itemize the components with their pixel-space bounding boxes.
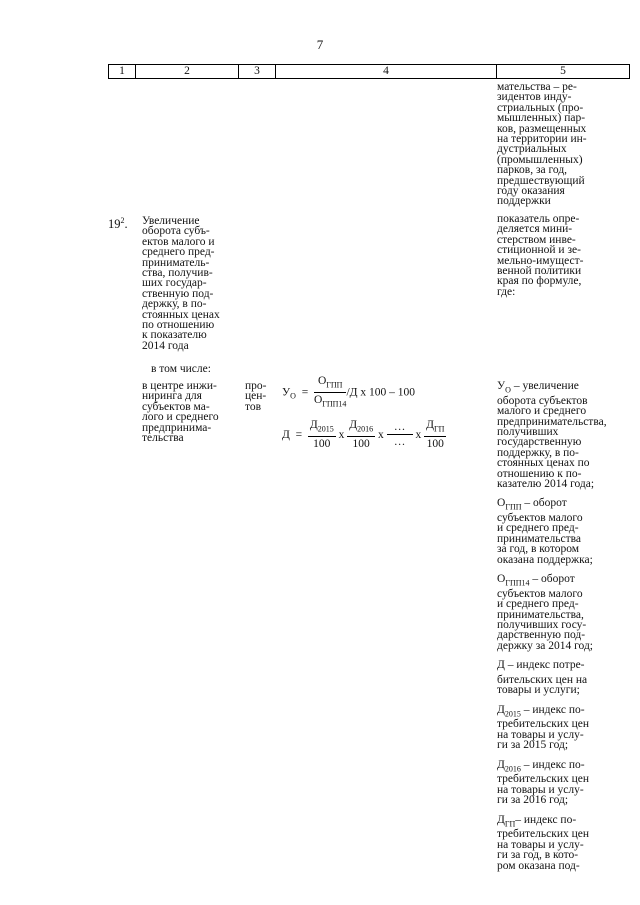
definition-item: Д – индекс потре- бительских цен на товары и услуги; <box>497 659 588 697</box>
fraction-ellipsis: $\frac{\dots}{\dots}$ <box>387 421 413 449</box>
calculation-method: показатель опре- деляется мини- стерством инве- стиционной и зе- мельно-имущест- венной политики края по формуле, где: <box>497 213 584 298</box>
definition-item: $У_О$ – увеличение оборота субъектов малого и среднего предпринимательства, получивших государственную поддержку, в по- стоянных ценах по отношению к по- казателю 2014 года; <box>497 380 607 490</box>
including-label: в том числе: <box>151 363 211 375</box>
header-col-4: 4 <box>276 65 497 79</box>
formula-growth: $У_О$ = $\frac{О_{ГПП}}{О_{ГПП14}}$ /Д х 100 – 100 <box>282 375 415 409</box>
formula-price-index: Д = $\frac{Д_{2015}}{100}$ х $\frac{Д_{2016}}{100}$ х $\frac{\dots}{\dots}$ х $\frac{Д_{ГП}}{100}$ <box>282 419 445 451</box>
definition-item: $О_{ГПП14}$ – оборот субъектов малого и среднего пред- принимательства, получивших госу- дарственную под- держку за 2014 год; <box>497 573 593 652</box>
definition-item: $Д_{2016}$ – индекс по- требительских цен на товары и услу- ги за 2016 год; <box>497 758 590 807</box>
header-col-3: 3 <box>239 65 276 79</box>
header-col-2: 2 <box>136 65 239 79</box>
indicator-name: Увеличение оборота субъ- ектов малого и среднего пред- приниматель- ства, получив- ших государ- ственную под- держку, в по- стоянных ценах по отношению к показателю 2014 года <box>142 215 220 352</box>
fraction-2016: $\frac{Д_{2016}}{100}$ <box>349 419 374 451</box>
header-table <box>108 64 630 79</box>
definition-item: $Д_{2015}$ – индекс по- требительских цен на товары и услу- ги за 2015 год; <box>497 703 590 752</box>
row-number: $19^2$. <box>108 216 128 232</box>
unit-label: про- цен- тов <box>245 380 267 413</box>
fraction-gp: $\frac{Д_{ГП}}{100}$ <box>426 419 445 451</box>
definitions-list <box>497 381 625 880</box>
definition-item: $Д_{ГП}-$ индекс по- требительских цен на товары и услу- ги за год, в кото- ром оказана под- <box>497 813 590 872</box>
page-number: 7 <box>316 37 324 52</box>
header-col-1: 1 <box>109 65 136 79</box>
fraction-2015: $\frac{Д_{2015}}{100}$ <box>309 419 334 451</box>
sub-indicator-name: в центре инжи- ниринга для субъектов ма- лого и среднего предпринима- тельства <box>142 380 219 445</box>
fraction: $\frac{О_{ГПП}}{О_{ГПП14}}$ <box>313 375 347 409</box>
header-col-5: 5 <box>497 65 630 79</box>
carry-over-text: мательства – ре- зидентов инду- стриальных (про- мышленных) пар- ков, размещенных на территории ин- дустриальных (промышленных) парков, за год, предшествующий году оказания поддержки <box>497 81 587 208</box>
definition-item: $О_{ГПП}$ – оборот субъектов малого и среднего пред- принимательства за год, в котором оказана поддержка; <box>497 497 593 566</box>
